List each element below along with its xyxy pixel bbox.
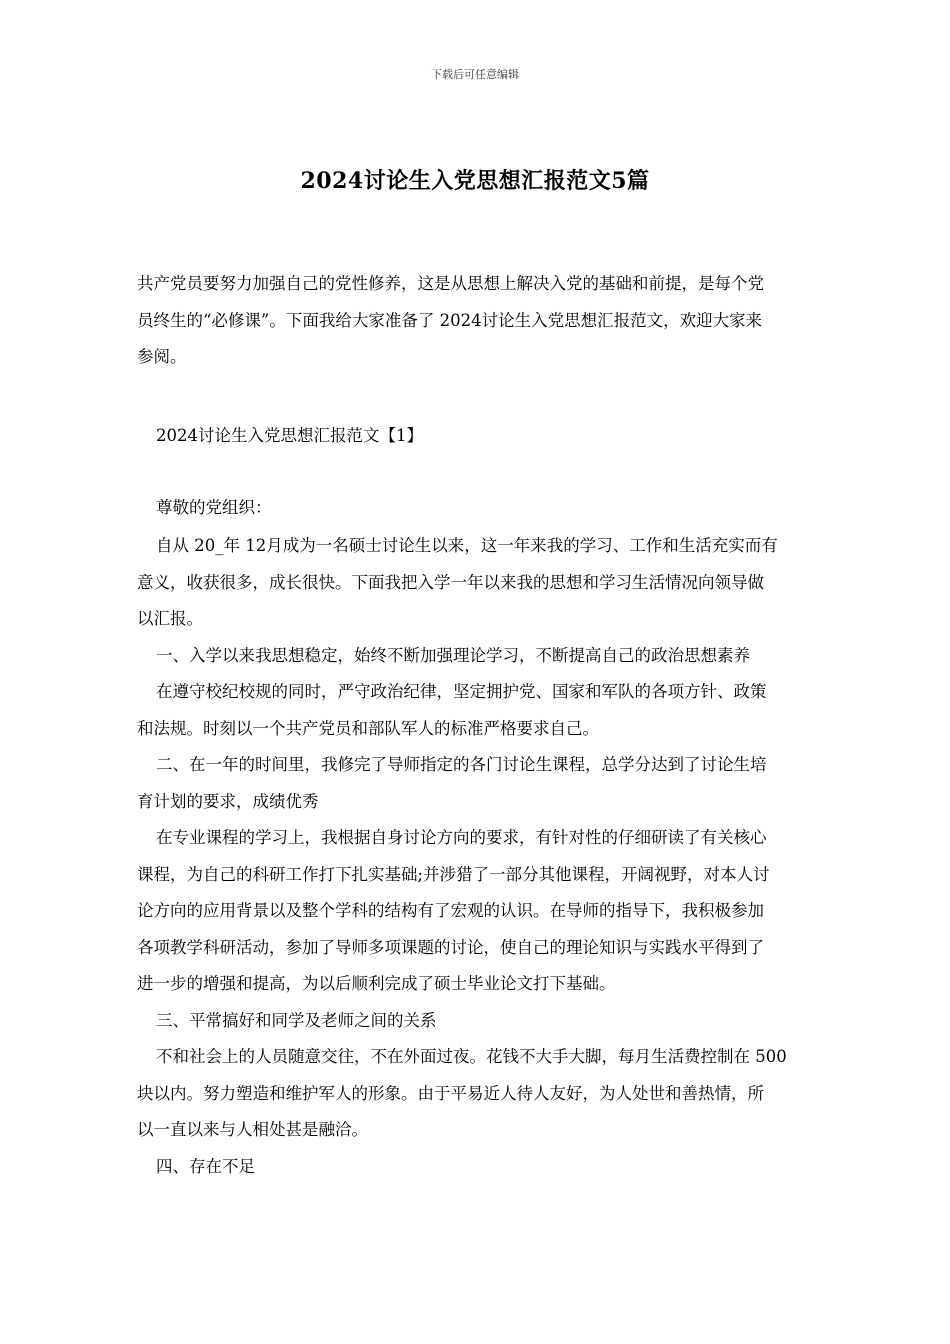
body-line: 意义，收获很多，成长很快。下面我把入学一年以来我的思想和学习生活情况向领导做 <box>137 572 764 592</box>
subheading-line: 育计划的要求，成绩优秀 <box>137 791 319 811</box>
paragraph-p1 <box>137 528 882 638</box>
body-line: 进一步的增强和提高，为以后顺利完成了硕士毕业论文打下基础。 <box>137 974 616 993</box>
intro-line: 员终生的“必修课”。下面我给大家准备了 2024讨论生入党思想汇报范文，欢迎大家来 <box>137 310 763 330</box>
body-line: 和法规。时刻以一个共产党员和部队军人的标准严格要求自己。 <box>137 718 599 738</box>
subheading-line: 一、入学以来我思想稳定，始终不断加强理论学习，不断提高自己的政治思想素养 <box>156 645 750 665</box>
body-line: 各项教学科研活动，参加了导师多项课题的讨论，使自己的理论知识与实践水平得到了 <box>137 937 764 957</box>
intro-line: 参阅。 <box>137 347 187 366</box>
subheading-1 <box>137 638 882 675</box>
body-line: 不和社会上的人员随意交往，不在外面过夜。花钱不大手大脚，每月生活费控制在 500 <box>156 1047 787 1066</box>
section-heading: 2024讨论生入党思想汇报范文【1】 <box>156 426 423 445</box>
body-line: 在专业课程的学习上，我根据自身讨论方向的要求，有针对性的仔细研读了有关核心 <box>156 828 767 847</box>
body-line: 块以内。努力塑造和维护军人的形象。由于平易近人待人友好，为人处世和善热情，所 <box>137 1083 764 1103</box>
intro-paragraph <box>137 266 882 376</box>
body-line: 以一直以来与人相处甚是融洽。 <box>137 1120 368 1139</box>
body-line: 自从 20_年 12月成为一名硕士讨论生以来，这一年来我的学习、工作和生活充实而有 <box>156 536 778 555</box>
document-title: 2024讨论生入党思想汇报范文5篇 <box>300 168 650 194</box>
paragraph-p4 <box>137 1039 882 1149</box>
paragraph-p2 <box>137 674 882 747</box>
paragraph-p3 <box>137 820 882 1003</box>
subheading-line: 三、平常搞好和同学及老师之间的关系 <box>156 1010 437 1030</box>
body-line: 课程，为自己的科研工作打下扎实基础;并涉猎了一部分其他课程，开阔视野，对本人讨 <box>137 864 770 884</box>
intro-line: 共产党员要努力加强自己的党性修养，这是从思想上解决入党的基础和前提，是每个党 <box>137 274 764 293</box>
body-line: 在遵守校纪校规的同时，严守政治纪律，坚定拥护党、国家和军队的各项方针、政策 <box>156 682 767 701</box>
letter-body <box>137 528 882 1185</box>
subheading-line: 四、存在不足 <box>156 1156 255 1176</box>
subheading-3 <box>137 1003 882 1040</box>
subheading-4 <box>137 1149 882 1186</box>
page-header-note: 下载后可任意编辑 <box>431 68 519 81</box>
body-line: 论方向的应用背景以及整个学科的结构有了宏观的认识。在导师的指导下，我积极参加 <box>137 901 764 920</box>
salutation: 尊敬的党组织： <box>156 498 272 517</box>
subheading-2 <box>137 747 882 820</box>
subheading-line: 二、在一年的时间里，我修完了导师指定的各门讨论生课程，总学分达到了讨论生培 <box>156 755 767 774</box>
body-line: 以汇报。 <box>137 609 203 628</box>
